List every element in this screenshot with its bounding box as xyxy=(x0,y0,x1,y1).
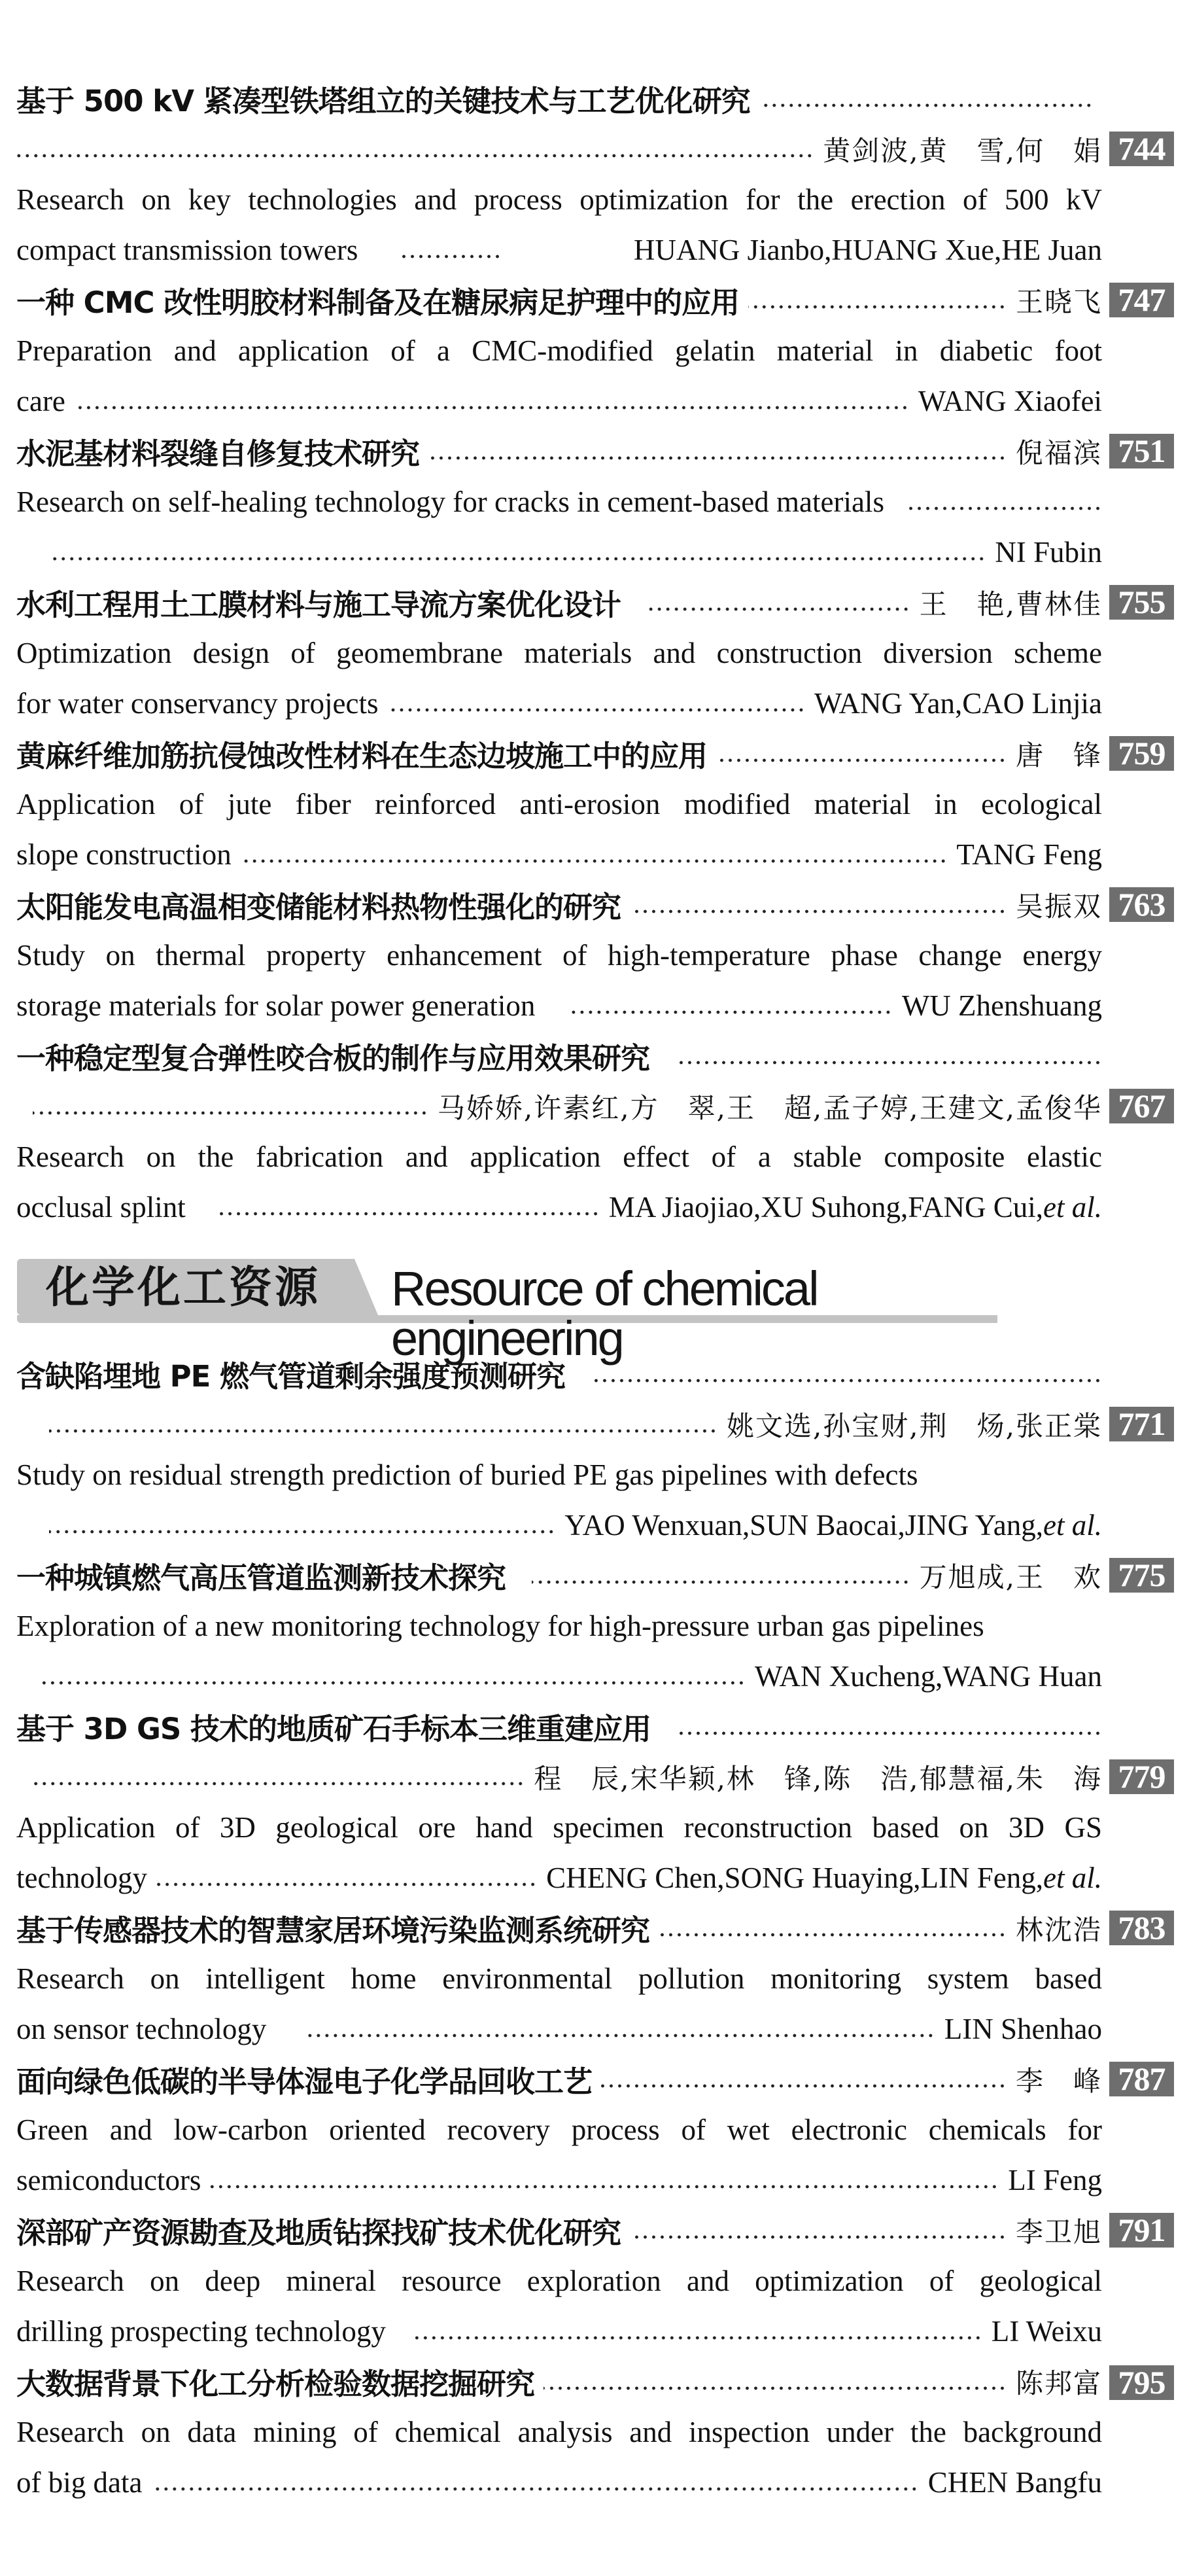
page-number-badge[interactable]: 755 xyxy=(1109,585,1174,620)
entry-title-en-line xyxy=(16,174,1102,224)
dot-leader xyxy=(544,2385,1007,2391)
entry-title-zh[interactable]: 一种城镇燃气高压管道监测新技术探究 xyxy=(16,1561,506,1595)
entry-authors-zh: 唐 锋 xyxy=(1015,739,1102,771)
dot-leader xyxy=(428,455,1007,461)
entry-authors-zh: 王 艳,曹林佳 xyxy=(919,588,1102,620)
entry-title-zh-line xyxy=(16,2054,1102,2104)
entry-title-zh[interactable]: 基于 3D GS 技术的地质矿石手标本三维重建应用 xyxy=(16,1712,651,1746)
page-number-badge[interactable]: 783 xyxy=(1109,1911,1174,1945)
entry-title-zh-line xyxy=(16,73,1102,124)
entry-authors-zh: 陈邦富 xyxy=(1015,2367,1102,2399)
entry-title-zh[interactable]: 面向绿色低碳的半导体湿电子化学品回收工艺 xyxy=(16,2064,593,2099)
entry-title-zh[interactable]: 基于 500 kV 紧凑型铁塔组立的关键技术与工艺优化研究 xyxy=(16,84,750,118)
section-title-zh: 化学化工资源 xyxy=(46,1262,320,1313)
entry-authors-zh-line xyxy=(16,1752,1102,1802)
entry-title-zh-line xyxy=(16,1903,1102,1953)
entry-authors-zh: 马娇娇,许素红,方 翠,王 超,孟子婷,王建文,孟俊华 xyxy=(437,1091,1102,1124)
dot-leader xyxy=(75,404,909,411)
dot-leader xyxy=(218,1210,600,1217)
dot-leader xyxy=(748,304,1007,310)
entry-title-zh-line xyxy=(16,577,1102,627)
entry-title-en-line xyxy=(16,2104,1102,2155)
entry-title-en-line xyxy=(16,980,1102,1031)
entry-title-en: Application of 3D geological ore hand specimen reconstruction based on 3D GS xyxy=(16,1810,1102,1844)
entry-title-zh-line xyxy=(16,879,1102,930)
entry-authors-en-line xyxy=(16,527,1102,577)
entry-title-en-line xyxy=(16,476,1102,527)
entry-title-zh[interactable]: 深部矿产资源勘查及地质钻探找矿技术优化研究 xyxy=(16,2215,621,2250)
entry-authors-en: CHENG Chen,SONG Huaying,LIN Feng,et al. xyxy=(546,1861,1102,1894)
dot-leader xyxy=(305,2032,935,2039)
entry-title-zh-line xyxy=(16,2356,1102,2407)
entry-title-en-line xyxy=(16,2306,1102,2356)
entry-authors-zh-line xyxy=(16,124,1102,174)
entry-title-en-cont: on sensor technology xyxy=(16,2012,267,2045)
entry-title-en: Research on data mining of chemical analysis and inspection under the background xyxy=(16,2415,1102,2448)
entry-title-zh-line xyxy=(16,275,1102,325)
entry-title-en: Study on thermal property enhancement of high-temperature phase change energy xyxy=(16,938,1102,972)
entry-title-en-line xyxy=(16,2003,1102,2054)
entry-title-en: Application of jute fiber reinforced anti-erosion modified material in ecological xyxy=(16,787,1102,820)
entry-title-en-line xyxy=(16,1449,1102,1500)
page-number-badge[interactable]: 744 xyxy=(1109,132,1174,166)
entry-title-en-line xyxy=(16,224,1102,275)
page-number-badge[interactable]: 779 xyxy=(1109,1759,1174,1794)
entry-title-en-line xyxy=(16,1182,1102,1232)
entry-authors-en: YAO Wenxuan,SUN Baocai,JING Yang,et al. xyxy=(564,1508,1102,1542)
dot-leader xyxy=(716,757,1007,764)
dot-leader xyxy=(677,1730,1102,1737)
dot-leader xyxy=(532,1579,910,1585)
entry-authors-zh: 林沈浩 xyxy=(1015,1913,1102,1946)
dot-leader xyxy=(210,2183,999,2190)
dot-leader xyxy=(151,2486,918,2492)
dot-leader xyxy=(568,1009,892,1015)
entry-title-en: Research on key technologies and process optimization for the erection of 500 kV xyxy=(16,183,1102,216)
entry-title-zh[interactable]: 一种 CMC 改性明胶材料制备及在糖尿病足护理中的应用 xyxy=(16,285,740,320)
page-number-badge[interactable]: 747 xyxy=(1109,283,1174,317)
section-title-en: Resource of chemical engineering xyxy=(391,1262,818,1366)
entry-title-zh[interactable]: 一种稳定型复合弹性咬合板的制作与应用效果研究 xyxy=(16,1041,650,1076)
entry-title-en-cont: for water conservancy projects xyxy=(16,686,379,720)
dot-leader xyxy=(659,1932,1007,1938)
entry-title-en: Research on intelligent home environmental pollution monitoring system based xyxy=(16,1962,1102,1995)
entry-authors-zh: 黄剑波,黄 雪,何 娟 xyxy=(823,134,1102,167)
dot-leader xyxy=(908,505,1102,512)
entry-title-en-line xyxy=(16,1131,1102,1182)
entry-title-en-cont: semiconductors xyxy=(16,2163,201,2197)
entry-title-en-cont: storage materials for solar power generation xyxy=(16,989,536,1022)
page-number-badge[interactable]: 767 xyxy=(1109,1089,1174,1123)
entry-title-en-line xyxy=(16,376,1102,426)
entry-title-en-line xyxy=(16,1852,1102,1903)
page-number-badge[interactable]: 791 xyxy=(1109,2213,1174,2248)
entry-title-en: Study on residual strength prediction of buried PE gas pipelines with defects xyxy=(16,1458,918,1491)
dot-leader xyxy=(29,1780,525,1787)
entry-title-en-line xyxy=(16,1600,1102,1651)
entry-title-en: Research on deep mineral resource exploration and optimization of geological xyxy=(16,2264,1102,2297)
dot-leader xyxy=(39,1680,746,1686)
entry-title-en-line xyxy=(16,779,1102,829)
entry-title-en-line xyxy=(16,325,1102,376)
entry-title-en-cont: care xyxy=(16,384,65,417)
entry-authors-zh: 李卫旭 xyxy=(1015,2215,1102,2248)
dot-leader xyxy=(33,1110,428,1116)
dot-leader xyxy=(241,858,948,864)
entry-title-zh-line xyxy=(16,728,1102,779)
entry-title-en-cont: compact transmission towers xyxy=(16,233,358,266)
dot-leader xyxy=(647,606,910,612)
dot-leader xyxy=(759,102,1093,109)
entry-authors-zh: 王晓飞 xyxy=(1015,285,1102,318)
entry-title-en-line xyxy=(16,2255,1102,2306)
entry-title-en: Green and low-carbon oriented recovery process of wet electronic chemicals for xyxy=(16,2113,1102,2146)
page-number-badge[interactable]: 759 xyxy=(1109,736,1174,771)
dot-leader xyxy=(388,707,805,713)
entry-title-en-line xyxy=(16,1953,1102,2003)
entry-title-en-line xyxy=(16,627,1102,678)
entry-title-zh[interactable]: 水利工程用土工膜材料与施工导流方案优化设计 xyxy=(16,588,621,622)
entry-title-zh[interactable]: 基于传感器技术的智慧家居环境污染监测系统研究 xyxy=(16,1913,650,1948)
entry-title-zh-line xyxy=(16,1349,1102,1399)
dot-leader xyxy=(601,2083,1007,2089)
entry-title-en-cont: slope construction xyxy=(16,838,232,871)
entry-title-zh-line xyxy=(16,1550,1102,1600)
entry-title-zh-line xyxy=(16,426,1102,476)
entry-authors-en: LIN Shenhao xyxy=(944,2012,1102,2045)
dot-leader xyxy=(591,1377,1102,1384)
entry-title-en-cont: occlusal splint xyxy=(16,1190,186,1224)
entry-authors-en: CHEN Bangfu xyxy=(927,2465,1102,2499)
entry-authors-en: WAN Xucheng,WANG Huan xyxy=(754,1659,1102,1693)
entry-title-en-cont: drilling prospecting technology xyxy=(16,2314,386,2348)
entry-title-zh[interactable]: 水泥基材料裂缝自修复技术研究 xyxy=(16,436,420,471)
section-header xyxy=(17,1259,998,1366)
entry-authors-en: WANG Yan,CAO Linjia xyxy=(814,686,1102,720)
entry-authors-en: MA Jiaojiao,XU Suhong,FANG Cui,et al. xyxy=(608,1190,1102,1224)
entry-title-en-line xyxy=(16,930,1102,980)
entry-title-en: Optimization design of geomembrane materials and construction diversion scheme xyxy=(16,636,1102,669)
entry-authors-en: TANG Feng xyxy=(956,838,1102,871)
entry-title-en-line xyxy=(16,1802,1102,1852)
entry-title-en: Research on self-healing technology for cracks in cement-based materials xyxy=(16,485,884,518)
entry-authors-zh: 姚文选,孙宝财,荆 炀,张正棠 xyxy=(726,1409,1102,1442)
entry-authors-en: LI Weixu xyxy=(991,2314,1102,2348)
dot-leader xyxy=(16,152,814,159)
entry-authors-zh: 程 辰,宋华颖,林 锋,陈 浩,郁慧福,朱 海 xyxy=(534,1762,1102,1795)
dot-leader xyxy=(630,908,1007,915)
entry-authors-en: LI Feng xyxy=(1008,2163,1102,2197)
page-number-badge[interactable]: 795 xyxy=(1109,2365,1174,2400)
dot-leader xyxy=(630,2234,1007,2240)
dot-leader xyxy=(49,1428,717,1434)
entry-authors-en: HUANG Jianbo,HUANG Xue,HE Juan xyxy=(633,233,1102,266)
entry-authors-zh-line xyxy=(16,1081,1102,1131)
entry-title-en: Research on the fabrication and application effect of a stable composite elastic xyxy=(16,1140,1102,1173)
entry-title-zh-line xyxy=(16,1701,1102,1752)
entry-title-zh[interactable]: 太阳能发电高温相变储能材料热物性强化的研究 xyxy=(16,890,621,925)
dot-leader xyxy=(412,2335,982,2341)
entry-title-en-line xyxy=(16,2155,1102,2205)
dot-leader xyxy=(676,1059,1102,1066)
entry-title-zh[interactable]: 含缺陷埋地 PE 燃气管道剩余强度预测研究 xyxy=(16,1359,566,1394)
entry-title-en-cont: technology xyxy=(16,1861,147,1894)
entry-title-zh[interactable]: 黄麻纤维加筋抗侵蚀改性材料在生态边坡施工中的应用 xyxy=(16,739,708,773)
dot-leader xyxy=(397,253,502,260)
dot-leader xyxy=(156,1881,537,1888)
entry-authors-en-line xyxy=(16,1651,1102,1701)
page-number-badge[interactable]: 775 xyxy=(1109,1558,1174,1593)
page-number-badge[interactable]: 763 xyxy=(1109,887,1174,922)
entry-authors-en: WANG Xiaofei xyxy=(918,384,1102,417)
entry-authors-zh: 倪福滨 xyxy=(1015,436,1102,469)
entry-authors-zh: 李 峰 xyxy=(1015,2064,1102,2097)
entry-title-en: Preparation and application of a CMC-modified gelatin material in diabetic foot xyxy=(16,334,1102,367)
page-number-badge[interactable]: 771 xyxy=(1109,1407,1174,1441)
entry-title-en-line xyxy=(16,2457,1102,2507)
entry-title-en-line xyxy=(16,678,1102,728)
entry-title-en: Exploration of a new monitoring technology for high-pressure urban gas pipelines xyxy=(16,1609,984,1642)
entry-title-zh-line xyxy=(16,1031,1102,1081)
entry-title-zh[interactable]: 大数据背景下化工分析检验数据挖掘研究 xyxy=(16,2367,535,2401)
entry-title-zh-line xyxy=(16,2205,1102,2255)
entry-authors-en: WU Zhenshuang xyxy=(901,989,1102,1022)
entry-authors-zh-line xyxy=(16,1399,1102,1449)
page-number-badge[interactable]: 787 xyxy=(1109,2062,1174,2096)
entry-title-en-line xyxy=(16,829,1102,879)
entry-authors-en-line xyxy=(16,1500,1102,1550)
page-number-badge[interactable]: 751 xyxy=(1109,434,1174,468)
entry-authors-en: NI Fubin xyxy=(995,535,1102,569)
entry-title-en-cont: of big data xyxy=(16,2465,143,2499)
entry-title-en-line xyxy=(16,2407,1102,2457)
entry-authors-zh: 吴振双 xyxy=(1015,890,1102,923)
entry-authors-zh: 万旭成,王 欢 xyxy=(919,1561,1102,1593)
dot-leader xyxy=(49,1528,555,1535)
dot-leader xyxy=(49,556,986,562)
